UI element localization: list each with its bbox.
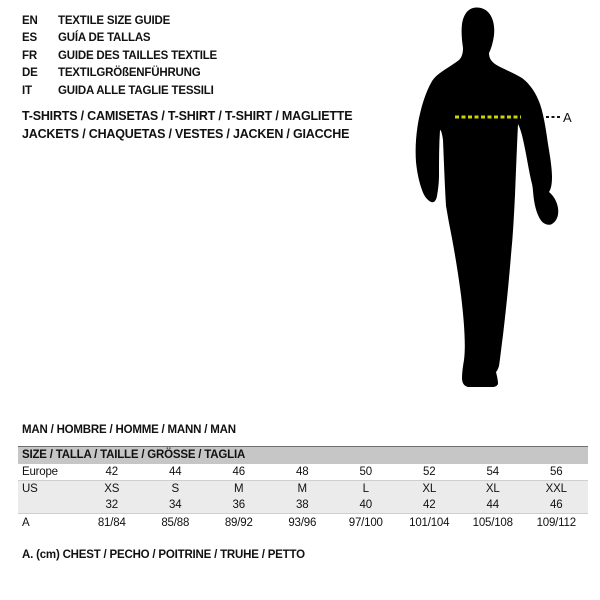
size-cell: 89/92	[224, 517, 253, 529]
language-row	[22, 65, 217, 82]
size-cell: L	[362, 483, 369, 495]
table-row	[18, 480, 588, 497]
size-table-body	[18, 464, 588, 532]
size-cell: 56	[550, 466, 563, 478]
man-silhouette-figure	[400, 0, 600, 400]
language-row	[22, 48, 217, 65]
size-cell: 42	[105, 466, 118, 478]
size-cell: 101/104	[409, 517, 450, 529]
size-table-header: SIZE / TALLA / TAILLE / GRÖSSE / TAGLIA	[18, 446, 588, 464]
size-cell: 44	[169, 466, 182, 478]
language-code: IT	[22, 84, 32, 97]
row-label: Europe	[22, 466, 58, 478]
size-cell: 44	[486, 499, 499, 511]
size-cell: 32	[105, 499, 118, 511]
size-cell: S	[171, 483, 179, 495]
size-cell: 81/84	[97, 517, 126, 529]
man-silhouette	[416, 8, 559, 387]
size-cell: 36	[232, 499, 245, 511]
size-cell: 50	[359, 466, 372, 478]
language-code: DE	[22, 67, 38, 80]
size-cell: 93/96	[288, 517, 317, 529]
row-label: A	[22, 517, 30, 529]
language-label: TEXTILE SIZE GUIDE	[58, 15, 171, 27]
language-code: ES	[22, 32, 37, 45]
size-cell: 42	[423, 499, 436, 511]
table-row	[18, 497, 588, 513]
size-cell: 109/112	[536, 517, 576, 529]
garment-categories	[22, 108, 352, 143]
size-cell: 52	[423, 466, 436, 478]
size-cell: XL	[485, 483, 500, 495]
size-cell: 46	[550, 499, 563, 511]
size-cell: XL	[422, 483, 437, 495]
table-row	[18, 513, 588, 532]
size-cell: 46	[232, 466, 245, 478]
garment-category-line: JACKETS / CHAQUETAS / VESTES / JACKEN / GIACCHE	[22, 126, 350, 141]
language-label: TEXTILGRÖßENFÜHRUNG	[58, 67, 201, 80]
size-cell: 105/108	[472, 517, 513, 529]
size-cell: 40	[359, 499, 372, 511]
language-row	[22, 30, 217, 47]
row-label: US	[22, 483, 38, 495]
size-cell: 38	[296, 499, 309, 511]
measurement-footnote: A. (cm) CHEST / PECHO / POITRINE / TRUHE / PETTO	[22, 549, 305, 561]
size-cell: 48	[296, 466, 309, 478]
size-cell: 34	[169, 499, 182, 511]
section-title: MAN / HOMBRE / HOMME / MANN / MAN	[22, 424, 236, 436]
language-label: GUIDA ALLE TAGLIE TESSILI	[58, 84, 214, 97]
language-code: EN	[22, 15, 38, 27]
language-row	[22, 13, 217, 30]
measure-label: A	[563, 110, 572, 125]
size-cell: 54	[486, 466, 499, 478]
size-cell: M	[297, 483, 307, 495]
garment-category-line: T-SHIRTS / CAMISETAS / T-SHIRT / T-SHIRT / MAGLIETTE	[22, 109, 353, 123]
table-row	[18, 464, 588, 480]
language-label: GUIDE DES TAILLES TEXTILE	[58, 49, 217, 62]
language-row	[22, 83, 217, 100]
size-cell: 85/88	[161, 517, 190, 529]
language-label: GUÍA DE TALLAS	[58, 32, 151, 45]
language-legend	[22, 13, 217, 100]
size-cell: M	[234, 483, 244, 495]
size-table	[18, 446, 588, 532]
language-code: FR	[22, 49, 37, 62]
size-cell: XS	[104, 483, 120, 495]
size-cell: XXL	[545, 483, 567, 495]
size-cell: 97/100	[348, 517, 383, 529]
